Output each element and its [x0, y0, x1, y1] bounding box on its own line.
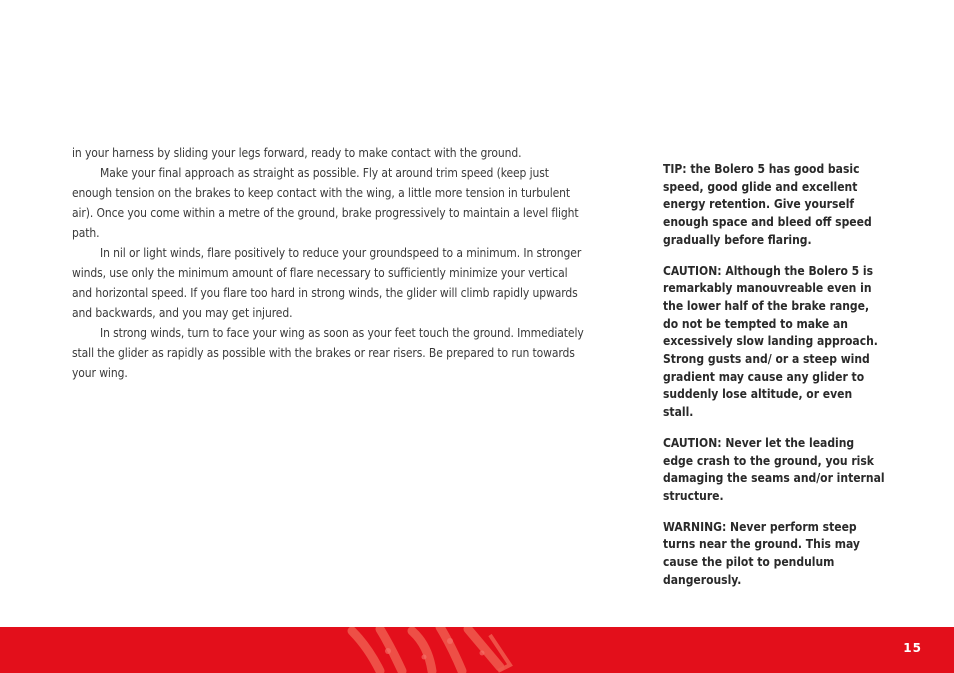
paragraph-final-approach: Make your final approach as straight as possible. Fly at around trim speed (keep just enough tension on the brakes to keep contact with the wing, a little more tension in turbulent air). Once you come within a metre of the ground, brake progressively to maintain a level flight path. [72, 166, 579, 240]
paragraph-flare: In nil or light winds, flare positively to reduce your groundspeed to a minimum. In stronger winds, use only the minimum amount of flare necessary to sufficiently minimize your vertical and horizontal speed. If you flare too hard in strong winds, the glider will climb rapidly upwards and backwards, and you may get injured. [72, 246, 582, 320]
sidebar-notes [663, 161, 885, 602]
caution-note-approach: CAUTION: Although the Bolero 5 is remarkably manouvreable even in the lower half of the brake range, do not be tempted to make an excessively slow landing approach. Strong gusts and/ or a steep wind gradient may cause any glider to suddenly lose altitude, or even stall. [663, 263, 878, 420]
paragraph-strong-winds: In strong winds, turn to face your wing as soon as your feet touch the ground. Immediately stall the glider as rapidly as possible with the brakes or rear risers. Be prepared to run towards your wing. [72, 326, 584, 380]
paragraph-continued: in your harness by sliding your legs forward, ready to make contact with the ground. [72, 146, 522, 160]
caution-note-leading-edge: CAUTION: Never let the leading edge crash to the ground, you risk damaging the seams and/or internal structure. [663, 435, 885, 503]
brand-mark-icon [340, 627, 515, 673]
body-text [72, 143, 584, 383]
page-number: 15 [903, 641, 922, 655]
footer-bar [0, 627, 954, 673]
tip-note: TIP: the Bolero 5 has good basic speed, good glide and excellent energy retention. Give yourself enough space and bleed off speed gradually before flaring. [663, 162, 872, 247]
warning-note: WARNING: Never perform steep turns near the ground. This may cause the pilot to pendulum dangerously. [663, 519, 860, 587]
